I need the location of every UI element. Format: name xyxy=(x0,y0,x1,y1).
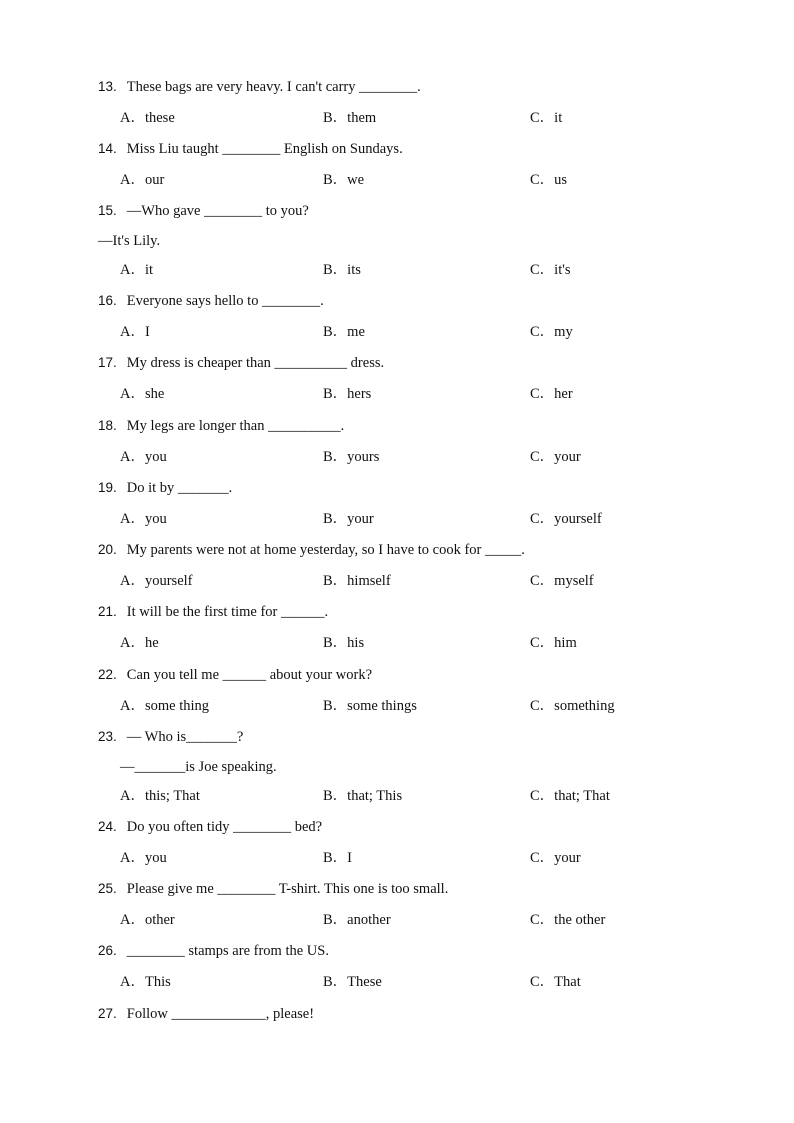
question-23 xyxy=(98,728,243,746)
question-14-option-c: C．us xyxy=(530,172,568,188)
question-23-option-b: B．that; This xyxy=(323,788,403,804)
question-18-option-c: C．your xyxy=(530,449,581,465)
question-26-option-c: C．That xyxy=(530,974,581,990)
question-number: 20. xyxy=(98,542,117,557)
question-20-option-b: B．himself xyxy=(323,573,391,589)
question-13 xyxy=(98,78,421,96)
question-number: 21. xyxy=(98,604,117,619)
question-number: 22. xyxy=(98,667,117,682)
question-26-option-a: A．This xyxy=(120,974,171,990)
question-22 xyxy=(98,666,372,684)
question-number: 19. xyxy=(98,480,117,495)
question-16 xyxy=(98,292,324,310)
question-15-option-a: A．it xyxy=(120,262,154,278)
question-21 xyxy=(98,603,328,621)
question-15 xyxy=(98,202,309,220)
question-text: Do it by _______. xyxy=(126,480,233,496)
question-text: Please give me ________ T-shirt. This one is too small. xyxy=(126,881,449,897)
question-16-option-c: C．my xyxy=(530,324,573,340)
question-text: ________ stamps are from the US. xyxy=(126,943,329,959)
question-text: Follow _____________, please! xyxy=(126,1006,315,1022)
question-13-option-b: B．them xyxy=(323,110,377,126)
question-14-option-b: B．we xyxy=(323,172,365,188)
question-26 xyxy=(98,942,329,960)
question-24-option-a: A．you xyxy=(120,850,167,866)
question-25-option-b: B．another xyxy=(323,912,391,928)
question-14 xyxy=(98,140,403,158)
question-number: 23. xyxy=(98,729,117,744)
question-number: 13. xyxy=(98,79,117,94)
question-13-option-a: A．these xyxy=(120,110,175,126)
question-27 xyxy=(98,1005,314,1023)
question-19-option-a: A．you xyxy=(120,511,167,527)
question-number: 25. xyxy=(98,881,117,896)
question-17-option-a: A．she xyxy=(120,386,165,402)
question-20 xyxy=(98,541,525,559)
question-18-option-a: A．you xyxy=(120,449,167,465)
question-25-option-a: A．other xyxy=(120,912,175,928)
question-25-option-c: C．the other xyxy=(530,912,606,928)
question-text: — Who is_______? xyxy=(126,729,244,745)
question-text: Can you tell me ______ about your work? xyxy=(126,667,373,683)
question-number: 15. xyxy=(98,203,117,218)
question-text: My dress is cheaper than __________ dress. xyxy=(126,355,385,371)
question-23-option-c: C．that; That xyxy=(530,788,610,804)
question-16-option-a: A．I xyxy=(120,324,150,340)
question-22-option-c: C．something xyxy=(530,698,615,714)
question-21-option-c: C．him xyxy=(530,635,577,651)
question-20-option-a: A．yourself xyxy=(120,573,193,589)
question-17-option-b: B．hers xyxy=(323,386,372,402)
question-14-option-a: A．our xyxy=(120,172,165,188)
question-number: 16. xyxy=(98,293,117,308)
question-16-option-b: B．me xyxy=(323,324,365,340)
question-15-reply: —It's Lily. xyxy=(98,233,161,249)
question-number: 14. xyxy=(98,141,117,156)
question-26-option-b: B．These xyxy=(323,974,382,990)
question-18 xyxy=(98,417,344,435)
question-text: It will be the first time for ______. xyxy=(126,604,329,620)
question-number: 27. xyxy=(98,1006,117,1021)
question-22-option-b: B．some things xyxy=(323,698,417,714)
question-text: My parents were not at home yesterday, so I have to cook for _____. xyxy=(126,542,525,558)
question-17 xyxy=(98,354,384,372)
question-23-reply: —_______is Joe speaking. xyxy=(120,759,277,775)
question-13-option-c: C．it xyxy=(530,110,563,126)
question-25 xyxy=(98,880,448,898)
question-22-option-a: A．some thing xyxy=(120,698,210,714)
question-21-option-b: B．his xyxy=(323,635,365,651)
question-21-option-a: A．he xyxy=(120,635,159,651)
question-text: —Who gave ________ to you? xyxy=(126,203,309,219)
question-19-option-c: C．yourself xyxy=(530,511,602,527)
question-number: 18. xyxy=(98,418,117,433)
question-text: Do you often tidy ________ bed? xyxy=(126,819,323,835)
question-19 xyxy=(98,479,232,497)
question-number: 17. xyxy=(98,355,117,370)
question-19-option-b: B．your xyxy=(323,511,374,527)
question-20-option-c: C．myself xyxy=(530,573,594,589)
question-text: These bags are very heavy. I can't carry ________. xyxy=(126,79,421,95)
question-text: Miss Liu taught ________ English on Sundays. xyxy=(126,141,403,157)
question-text: My legs are longer than __________. xyxy=(126,418,345,434)
question-23-option-a: A．this; That xyxy=(120,788,200,804)
question-18-option-b: B．yours xyxy=(323,449,380,465)
question-24-option-b: B．I xyxy=(323,850,352,866)
question-number: 26. xyxy=(98,943,117,958)
question-number: 24. xyxy=(98,819,117,834)
question-text: Everyone says hello to ________. xyxy=(126,293,324,309)
question-17-option-c: C．her xyxy=(530,386,573,402)
question-24 xyxy=(98,818,322,836)
question-15-option-b: B．its xyxy=(323,262,361,278)
question-24-option-c: C．your xyxy=(530,850,581,866)
question-15-option-c: C．it's xyxy=(530,262,571,278)
